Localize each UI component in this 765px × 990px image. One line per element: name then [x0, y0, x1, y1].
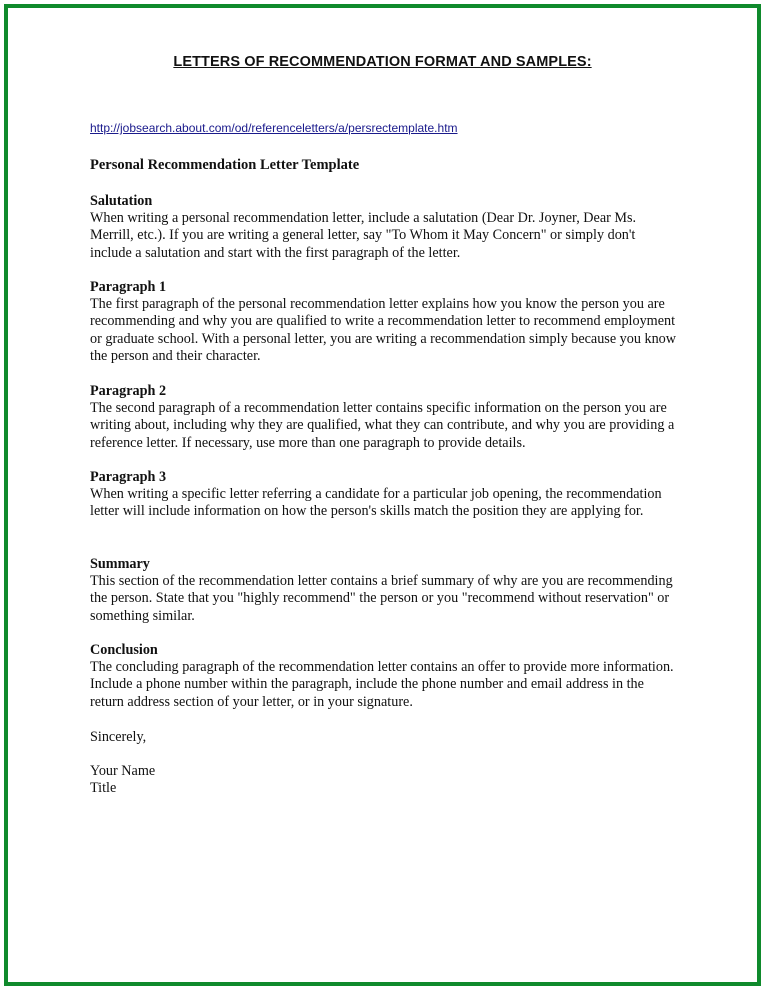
section-body: The second paragraph of a recommendation letter contains specific information on the person you are writing about, including why they are qualified, what they can contribute, and why you are providing a reference letter. If necessary, use more than one paragraph to provide details. [90, 400, 675, 451]
section-heading: Paragraph 3 [90, 469, 167, 485]
section-salutation [90, 193, 680, 262]
section-body: The concluding paragraph of the recommendation letter contains an offer to provide more information. Include a phone number within the paragraph, include the phone number and email address in the return address section of your letter, or in your signature. [90, 659, 674, 710]
section-paragraph-1 [90, 279, 680, 365]
reference-link[interactable]: http://jobsearch.about.com/od/referenceletters/a/persrectemplate.htm [90, 121, 458, 135]
section-paragraph-2 [90, 383, 680, 452]
section-body: When writing a specific letter referring a candidate for a particular job opening, the recommendation letter will include information on how the person's skills match the position they are applying for. [90, 486, 662, 520]
section-heading: Paragraph 2 [90, 383, 167, 399]
section-body: The first paragraph of the personal recommendation letter explains how you know the person you are recommending and why you are qualified to write a recommendation letter to recommend employment or graduate school. With a personal letter, you are writing a recommendation simply because you know the person and their character. [90, 296, 677, 364]
section-summary [90, 556, 680, 625]
template-subtitle: Personal Recommendation Letter Template [90, 157, 360, 173]
closing-salutation: Sincerely, [90, 729, 147, 745]
signature-name: Your Name [90, 763, 156, 779]
document-title: LETTERS OF RECOMMENDATION FORMAT AND SAMPLES: [173, 54, 592, 70]
section-paragraph-3 [90, 469, 680, 521]
section-body: When writing a personal recommendation letter, include a salutation (Dear Dr. Joyner, Dear Ms. Merrill, etc.). If you are writing a general letter, say "To Whom it May Concern" or simply don't include a salutation and start with the first paragraph of the letter. [90, 210, 637, 261]
section-body: This section of the recommendation letter contains a brief summary of why are you are recommending the person. State that you "highly recommend" the person or you "recommend without reservation" or something similar. [90, 573, 673, 624]
section-heading: Paragraph 1 [90, 279, 167, 295]
section-conclusion [90, 642, 680, 711]
section-heading: Summary [90, 556, 150, 572]
signature-title: Title [90, 780, 117, 796]
section-heading: Conclusion [90, 642, 158, 658]
section-heading: Salutation [90, 193, 153, 209]
